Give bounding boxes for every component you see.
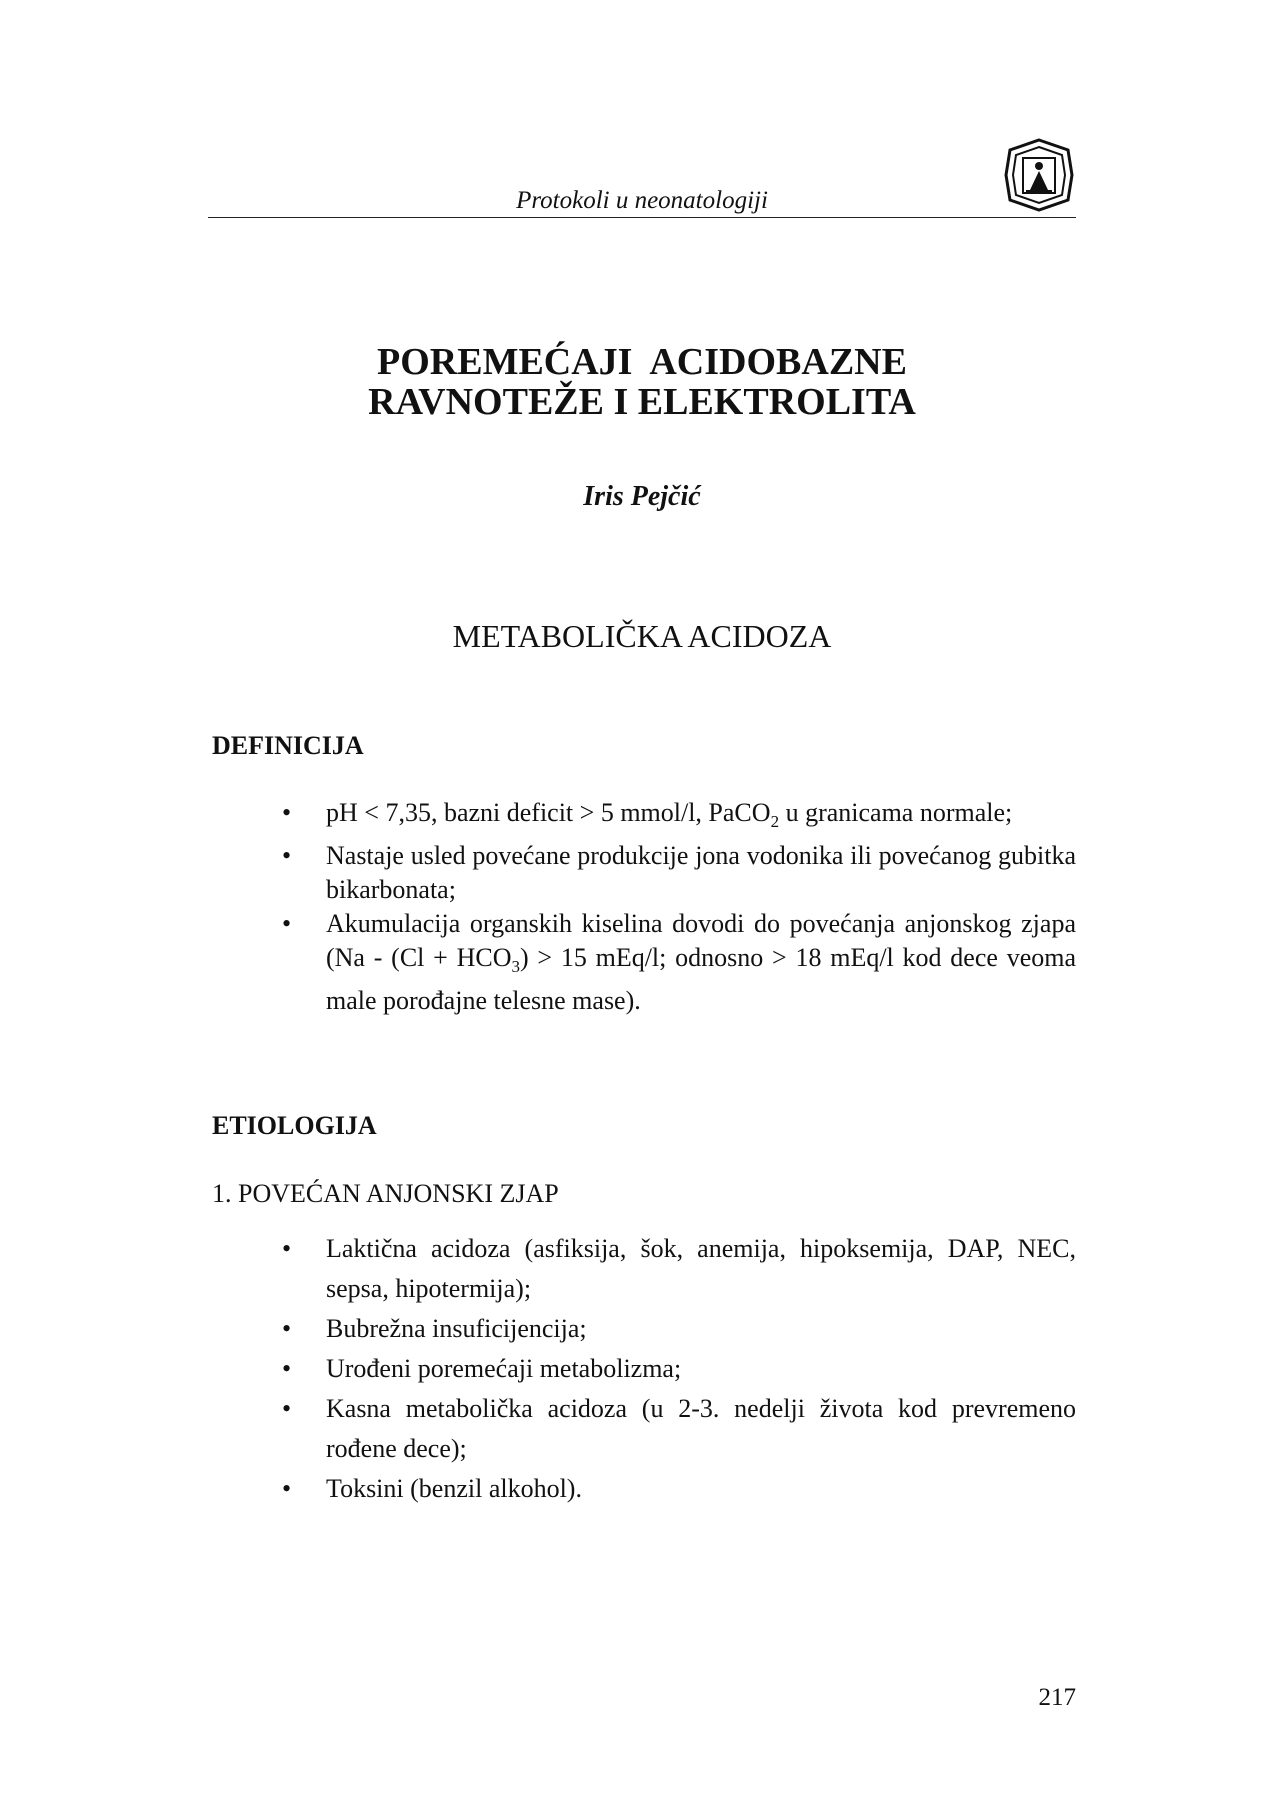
title-line-1: POREMEĆAJI ACIDOBAZNE — [377, 341, 907, 383]
running-header: Protokoli u neonatologiji — [516, 187, 768, 214]
list-item: • Akumulacija organskih kiselina dovodi do povećanja anjonskog zjapa ($Na - (Cl + HCO_3) > 15$ mEq/l; odnosno > 18 mEq/l kod dece veoma male porođajne telesne mase). — [326, 907, 1076, 1018]
list-item: • Toksini (benzil alkohol). — [326, 1469, 1076, 1509]
section-title: METABOLIČKA ACIDOZA — [452, 618, 832, 654]
title-line-2: RAVNOTEŽE I ELEKTROLITA — [368, 381, 916, 423]
institution-emblem-icon — [1004, 138, 1074, 212]
definicija-list — [326, 796, 1076, 1018]
etiologija-heading: ETIOLOGIJA — [212, 1111, 377, 1140]
document-title — [208, 342, 1076, 422]
list-item: • Nastaje usled povećane produkcije jona vodonika ili povećanog gubitka bikarbonata; — [326, 839, 1076, 907]
etiologija-list — [326, 1229, 1076, 1509]
list-item: • Kasna metabolička acidoza (u 2-3. nedelji života kod prevremeno rođene dece); — [326, 1389, 1076, 1469]
list-item: • Laktična acidoza (asfiksija, šok, anemija, hipoksemija, DAP, NEC, sepsa, hipotermija); — [326, 1229, 1076, 1309]
list-item: • Urođeni poremećaji metabolizma; — [326, 1349, 1076, 1389]
header-rule — [208, 217, 1076, 218]
author-name: Iris Pejčić — [583, 481, 701, 512]
etiologija-subheading: 1. POVEĆAN ANJONSKI ZJAP — [212, 1179, 559, 1208]
list-item: • pH < 7,35, bazni deficit > 5 mmol/l, PaCO$_2$ u granicama normale; — [326, 796, 1076, 839]
page-number: 217 — [1038, 1684, 1076, 1711]
definicija-heading: DEFINICIJA — [212, 731, 364, 760]
list-item: • Bubrežna insuficijencija; — [326, 1309, 1076, 1349]
